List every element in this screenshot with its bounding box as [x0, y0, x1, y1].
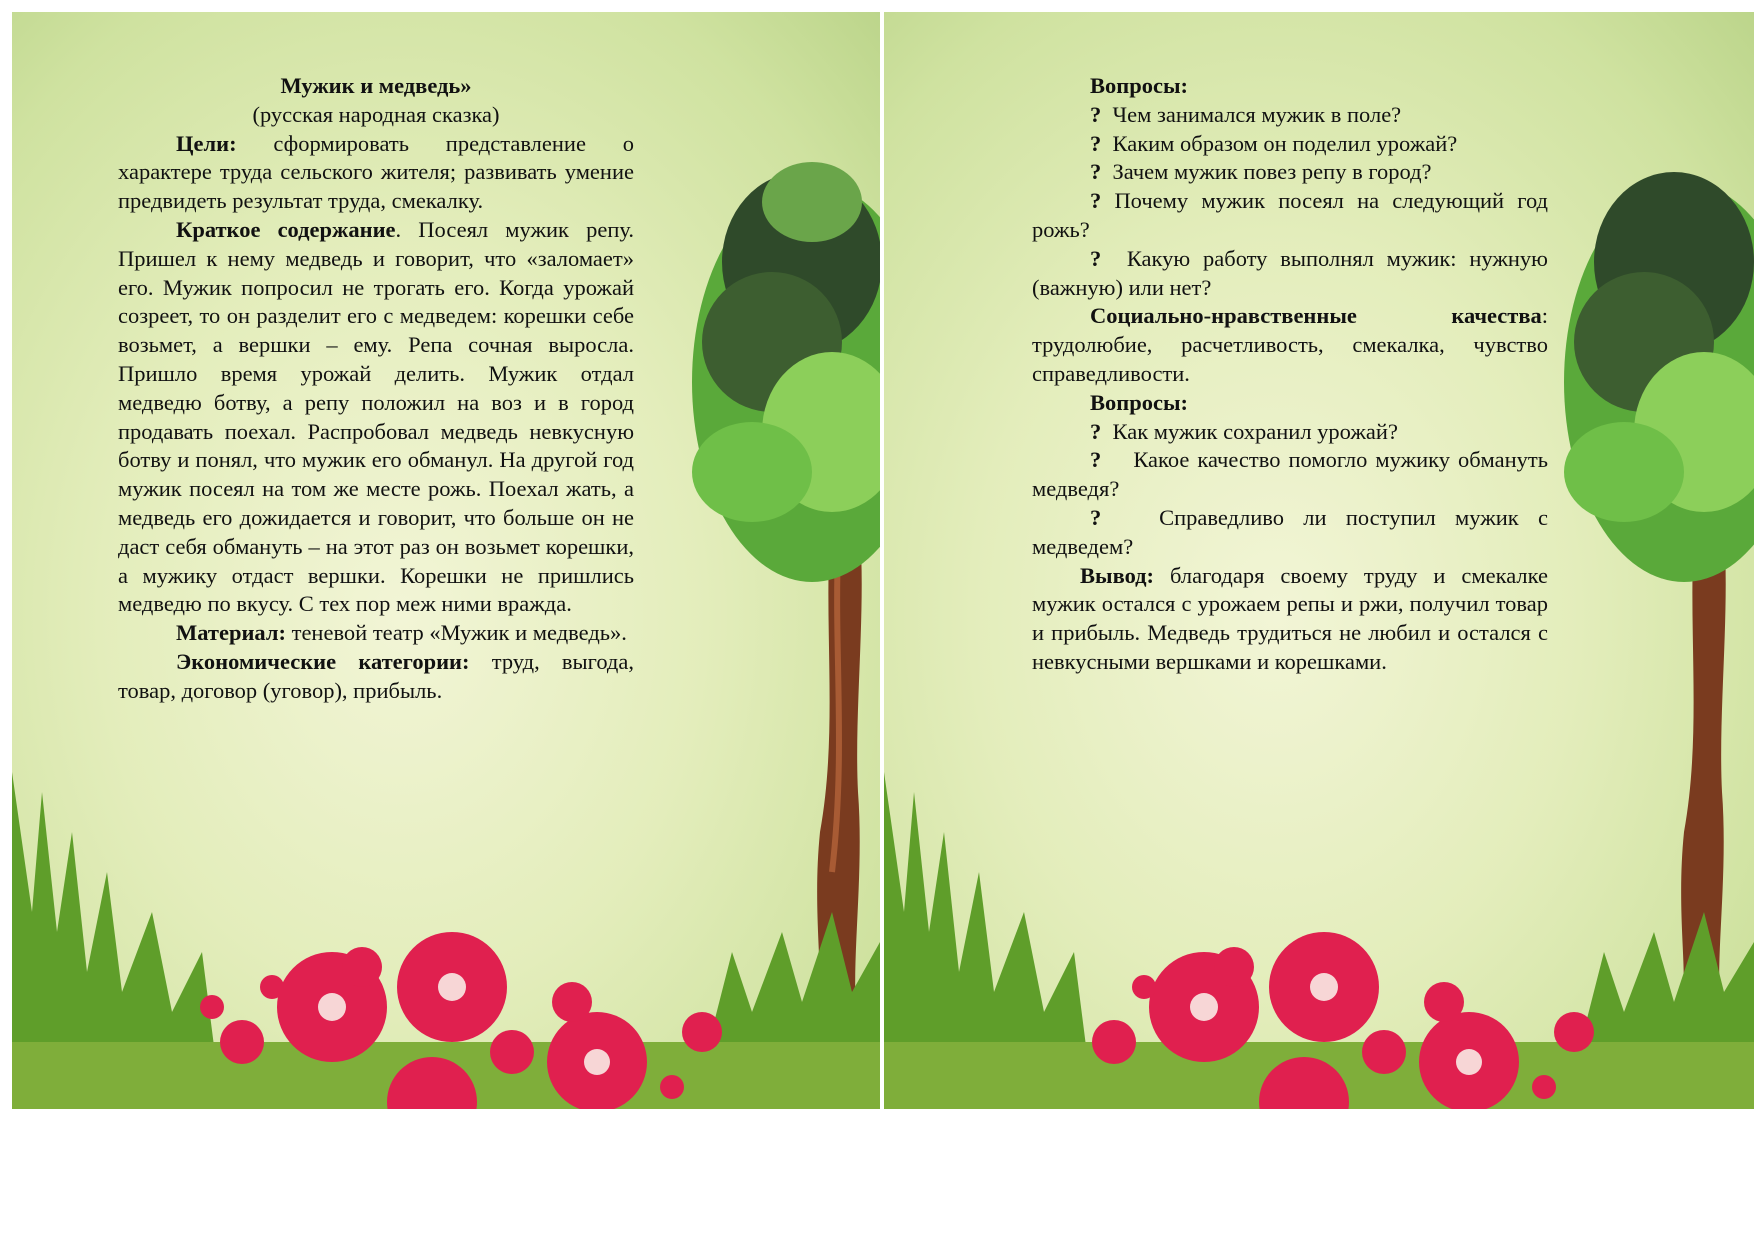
question-mark: ? [1090, 130, 1102, 156]
qualities-text: : трудолюбие, расчетливость, смекалка, чувство справедливости. [1032, 303, 1548, 386]
question-mark: ? [1090, 447, 1102, 473]
story-subtitle: (русская народная сказка) [252, 101, 500, 127]
question-mark: ? [1090, 101, 1102, 127]
question-text: Какую работу выполнял мужик: нужную (важную) или нет? [1032, 245, 1548, 300]
question-text: Какое качество помогло мужику обмануть медведя? [1032, 447, 1548, 502]
question-mark: ? [1090, 245, 1102, 271]
question-text: Зачем мужик повез репу в город? [1112, 159, 1432, 185]
conclusion-paragraph [1032, 562, 1548, 677]
question-mark: ? [1090, 418, 1102, 444]
conclusion-label: Вывод: [1080, 562, 1155, 588]
categories-text: труд, выгода, товар, договор (уговор), прибыль. [118, 648, 634, 703]
story-title: Мужик и медведь» [280, 73, 472, 98]
questions2-label: Вопросы: [1090, 389, 1189, 415]
question-mark: ? [1090, 504, 1102, 530]
conclusion-text: благодаря своему труду и смекалке мужик остался с урожаем репы и ржи, получил товар и прибыль. Медведь трудиться не любил и остался с невкусными вершками и корешками. [1032, 562, 1548, 674]
question-mark: ? [1090, 188, 1102, 214]
categories-label: Экономические категории: [176, 648, 470, 674]
question-item [1032, 418, 1548, 447]
left-page [12, 12, 880, 1109]
question-text: Чем занимался мужик в поле? [1112, 101, 1402, 127]
material-label: Материал: [176, 620, 286, 646]
question-text: Справедливо ли поступил мужик с медведем? [1032, 504, 1549, 559]
story-text [118, 72, 634, 706]
categories-paragraph [118, 648, 634, 706]
question-item [1032, 504, 1548, 562]
summary-text: . Посеял мужик репу. Пришел к нему медведь и говорит, что «заломает» его. Мужик попросил не трогать его. Когда урожай созреет, то он разделит его с медведем: корешки себе возьмет, а вершки – ему. Репа сочная выросла. Пришло время урожай делить. Мужик отдал медведю ботву, а репу положил на воз и в город продавать поехал. Распробовал медведь невкусную ботву и понял, что мужик его обманул. На другой год мужик посеял на том же месте рожь. Поехал жать, а медведь его дожидается и говорит, что больше он не даст себя обмануть – на этот раз он возьмет корешки, а мужику отдаст вершки. Корешки не пришлись медведю по вкусу. С тех пор меж ними вражда. [118, 216, 635, 617]
question-item [1032, 101, 1548, 130]
question-text: Каким образом он поделил урожай? [1112, 130, 1458, 156]
question-item [1032, 245, 1548, 303]
tree-crown [1564, 172, 1754, 582]
questions1-label: Вопросы: [1090, 73, 1189, 98]
question-text: Как мужик сохранил урожай? [1112, 418, 1398, 444]
material-paragraph [118, 619, 634, 648]
question-mark: ? [1090, 159, 1102, 185]
summary-label: Краткое содержание [176, 216, 396, 242]
questions-text [1032, 72, 1548, 677]
question-item [1032, 158, 1548, 187]
right-page [884, 12, 1754, 1109]
goals-label: Цели: [176, 130, 237, 156]
summary-paragraph [118, 216, 634, 619]
question-item [1032, 187, 1548, 245]
question-text: Почему мужик посеял на следующий год рожь? [1032, 188, 1548, 242]
material-text: теневой театр «Мужик и медведь». [285, 620, 627, 646]
tree-crown [692, 162, 880, 582]
goals-paragraph [118, 130, 634, 216]
question-item [1032, 130, 1548, 159]
qualities-label: Социально-нравственные качества [1090, 303, 1542, 329]
qualities-paragraph [1032, 302, 1548, 388]
goals-text: сформировать представление о характере труда сельского жителя; развивать умение предвидеть результат труда, смекалку. [118, 130, 634, 214]
question-item [1032, 446, 1548, 504]
